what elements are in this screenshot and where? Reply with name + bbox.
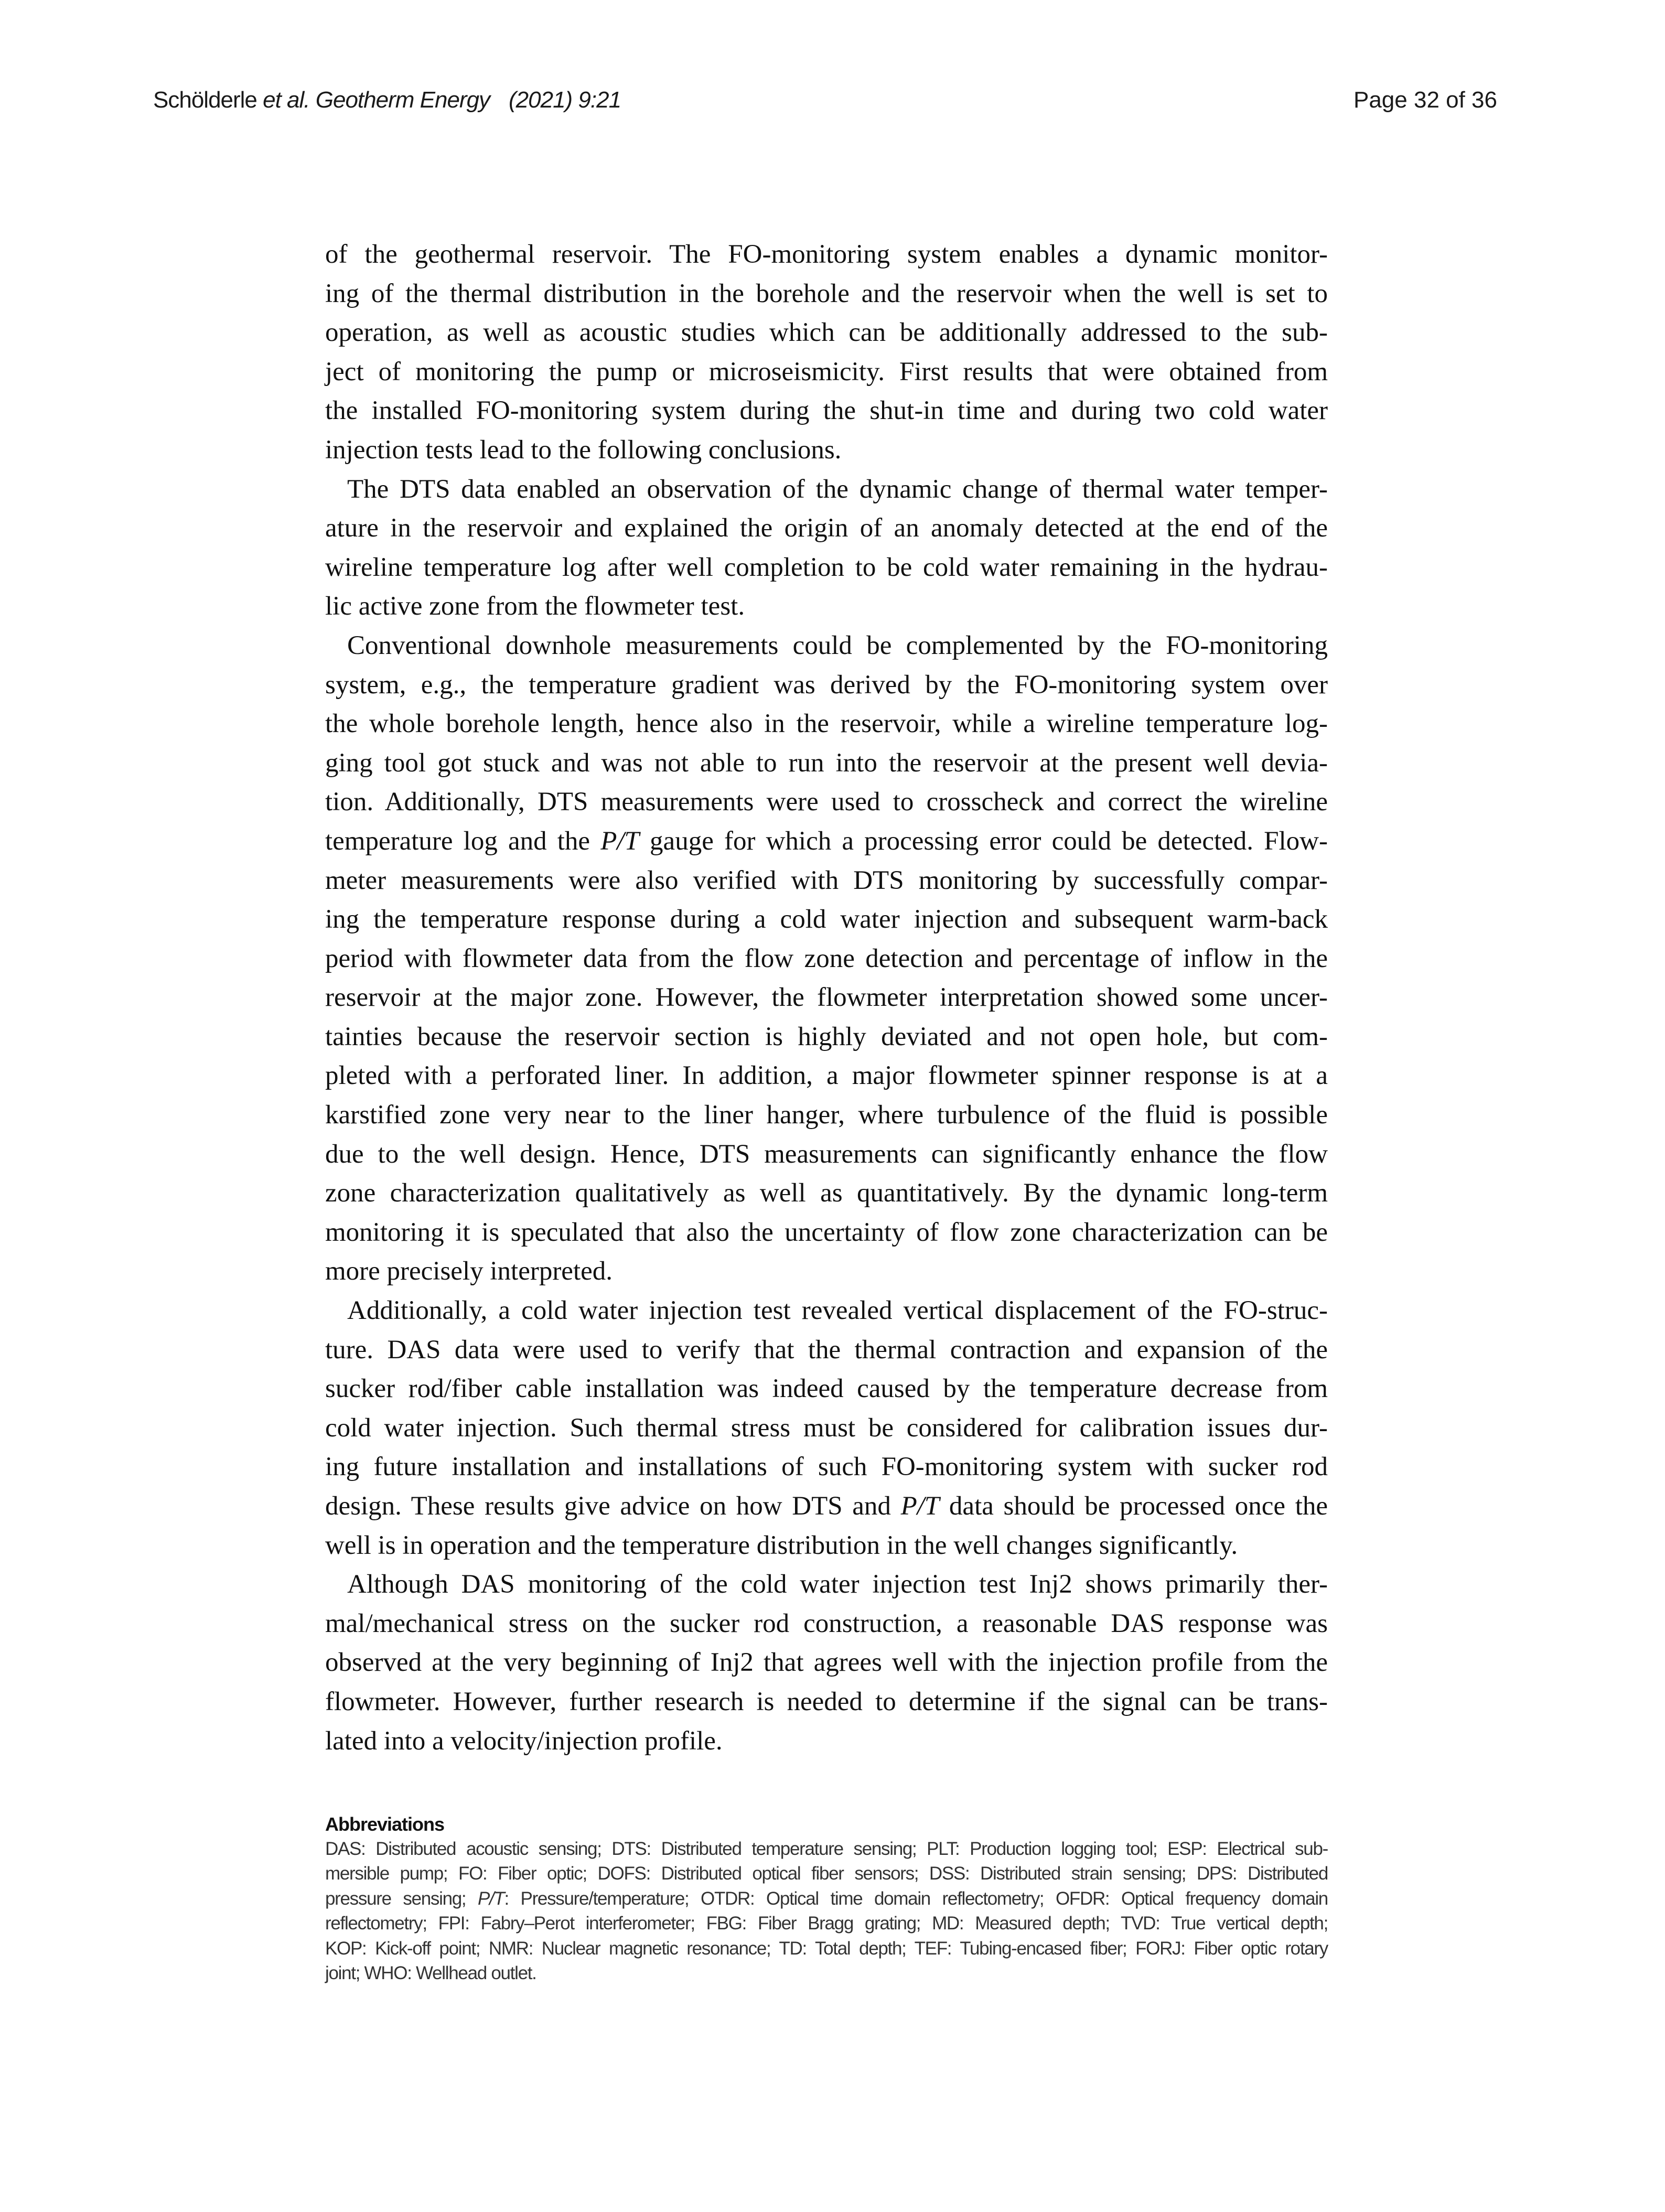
paragraph-line: ject of monitoring the pump or microseismicity. First results that were obtained from bbox=[325, 357, 1328, 386]
running-header-citation bbox=[153, 87, 490, 113]
paragraph-line: zone characterization qualitatively as well as quantitatively. By the dynamic long-term bbox=[325, 1178, 1328, 1208]
paragraph-line: ing the temperature response during a cold water injection and subsequent warm-back bbox=[325, 905, 1328, 935]
paragraph-line: injection tests lead to the following conclusions. bbox=[325, 435, 842, 465]
paragraph-line: lated into a velocity/injection profile. bbox=[325, 1726, 723, 1756]
paragraph-line: sucker rod/fiber cable installation was indeed caused by the temperature decrease from bbox=[325, 1374, 1328, 1404]
paragraph-line: more precisely interpreted. bbox=[325, 1257, 613, 1286]
paragraph-line: pleted with a perforated liner. In addition, a major flowmeter spinner response is at a bbox=[325, 1061, 1328, 1091]
paragraph-line: karstified zone very near to the liner hanger, where turbulence of the fluid is possible bbox=[325, 1100, 1328, 1130]
italic-symbol: P/T bbox=[900, 1491, 940, 1521]
abbreviation-line: DAS: Distributed acoustic sensing; DTS: Distributed temperature sensing; PLT: Production logging tool; ESP: Electrical sub- bbox=[325, 1839, 1328, 1859]
paragraph-line: system, e.g., the temperature gradient was derived by the FO-monitoring system over bbox=[325, 670, 1328, 700]
paragraph-line: well is in operation and the temperature distribution in the well changes significantly. bbox=[325, 1530, 1238, 1560]
abbreviation-line: KOP: Kick-off point; NMR: Nuclear magnetic resonance; TD: Total depth; TEF: Tubing-encased fiber; FORJ: Fiber optic rotary bbox=[325, 1938, 1328, 1959]
abbreviation-line: reflectometry; FPI: Fabry–Perot interferometer; FBG: Fiber Bragg grating; MD: Measured depth; TVD: True vertical depth; bbox=[325, 1913, 1328, 1934]
paragraph-line: lic active zone from the flowmeter test. bbox=[325, 592, 745, 621]
paragraph-line: ing of the thermal distribution in the borehole and the reservoir when the well is set to bbox=[325, 278, 1328, 308]
paragraph-line: The DTS data enabled an observation of the dynamic change of thermal water temper- bbox=[347, 474, 1328, 504]
paragraph-line: of the geothermal reservoir. The FO-monitoring system enables a dynamic monitor- bbox=[325, 240, 1328, 269]
abbreviation-line: joint; WHO: Wellhead outlet. bbox=[325, 1963, 536, 1984]
paragraph-line: operation, as well as acoustic studies which can be additionally addressed to the sub- bbox=[325, 318, 1328, 348]
abbreviation-line: mersible pump; FO: Fiber optic; DOFS: Distributed optical fiber sensors; DSS: Distributed strain sensing; DPS: Distributed bbox=[325, 1863, 1328, 1884]
paragraph-line: period with flowmeter data from the flow zone detection and percentage of inflow in the bbox=[325, 943, 1328, 973]
italic-symbol: P/T bbox=[477, 1888, 504, 1909]
header-author: Schölderle bbox=[153, 87, 257, 113]
header-journal: Geotherm Energy bbox=[315, 87, 490, 113]
abbreviations-heading: Abbreviations bbox=[325, 1813, 445, 1835]
paragraph-line: meter measurements were also verified with DTS monitoring by successfully compar- bbox=[325, 865, 1328, 895]
page-number: Page 32 of 36 bbox=[1353, 87, 1497, 113]
paragraph-line: tainties because the reservoir section is highly deviated and not open hole, but com- bbox=[325, 1022, 1328, 1051]
paragraph-line: Although DAS monitoring of the cold water injection test Inj2 shows primarily ther- bbox=[347, 1570, 1328, 1599]
abbreviations-list bbox=[325, 1837, 1328, 1985]
paragraph-line: design. These results give advice on how DTS and P/T data should be processed once the bbox=[325, 1491, 1328, 1521]
paragraph-line: ging tool got stuck and was not able to run into the reservoir at the present well devia- bbox=[325, 748, 1328, 778]
paragraph-line: ature in the reservoir and explained the origin of an anomaly detected at the end of the bbox=[325, 513, 1328, 543]
paragraph-line: monitoring it is speculated that also the uncertainty of flow zone characterization can be bbox=[325, 1217, 1328, 1247]
paragraph-line: flowmeter. However, further research is needed to determine if the signal can be trans- bbox=[325, 1687, 1328, 1716]
header-volume: (2021) 9:21 bbox=[509, 87, 621, 113]
paragraph-line: tion. Additionally, DTS measurements were used to crosscheck and correct the wireline bbox=[325, 787, 1328, 817]
abbreviation-line: pressure sensing; P/T: Pressure/temperature; OTDR: Optical time domain reflectometry; OFDR: Optical frequency domain bbox=[325, 1888, 1328, 1909]
paragraph-line: wireline temperature log after well completion to be cold water remaining in the hydrau- bbox=[325, 552, 1328, 582]
italic-symbol: P/T bbox=[600, 826, 639, 856]
paragraph-line: Conventional downhole measurements could be complemented by the FO-monitoring bbox=[347, 630, 1328, 660]
paragraph-line: the installed FO-monitoring system during the shut-in time and during two cold water bbox=[325, 396, 1328, 426]
paragraph-line: ing future installation and installations of such FO-monitoring system with sucker rod bbox=[325, 1452, 1328, 1482]
paragraph-line: mal/mechanical stress on the sucker rod construction, a reasonable DAS response was bbox=[325, 1608, 1328, 1638]
paragraph-line: temperature log and the P/T gauge for which a processing error could be detected. Flow- bbox=[325, 826, 1328, 856]
conclusions-body-text bbox=[325, 235, 1328, 1760]
paragraph-line: cold water injection. Such thermal stress must be considered for calibration issues dur- bbox=[325, 1413, 1328, 1443]
paragraph-line: the whole borehole length, hence also in the reservoir, while a wireline temperature log- bbox=[325, 709, 1328, 739]
paragraph-line: Additionally, a cold water injection test revealed vertical displacement of the FO-struc- bbox=[347, 1296, 1328, 1326]
header-etal: et al. bbox=[263, 87, 310, 113]
paragraph-line: ture. DAS data were used to verify that the thermal contraction and expansion of the bbox=[325, 1335, 1328, 1365]
paragraph-line: due to the well design. Hence, DTS measurements can significantly enhance the flow bbox=[325, 1139, 1328, 1169]
paragraph-line: reservoir at the major zone. However, the flowmeter interpretation showed some uncer- bbox=[325, 983, 1328, 1013]
abbreviations-section bbox=[325, 1813, 1328, 1985]
paragraph-line: observed at the very beginning of Inj2 that agrees well with the injection profile from the bbox=[325, 1648, 1328, 1678]
